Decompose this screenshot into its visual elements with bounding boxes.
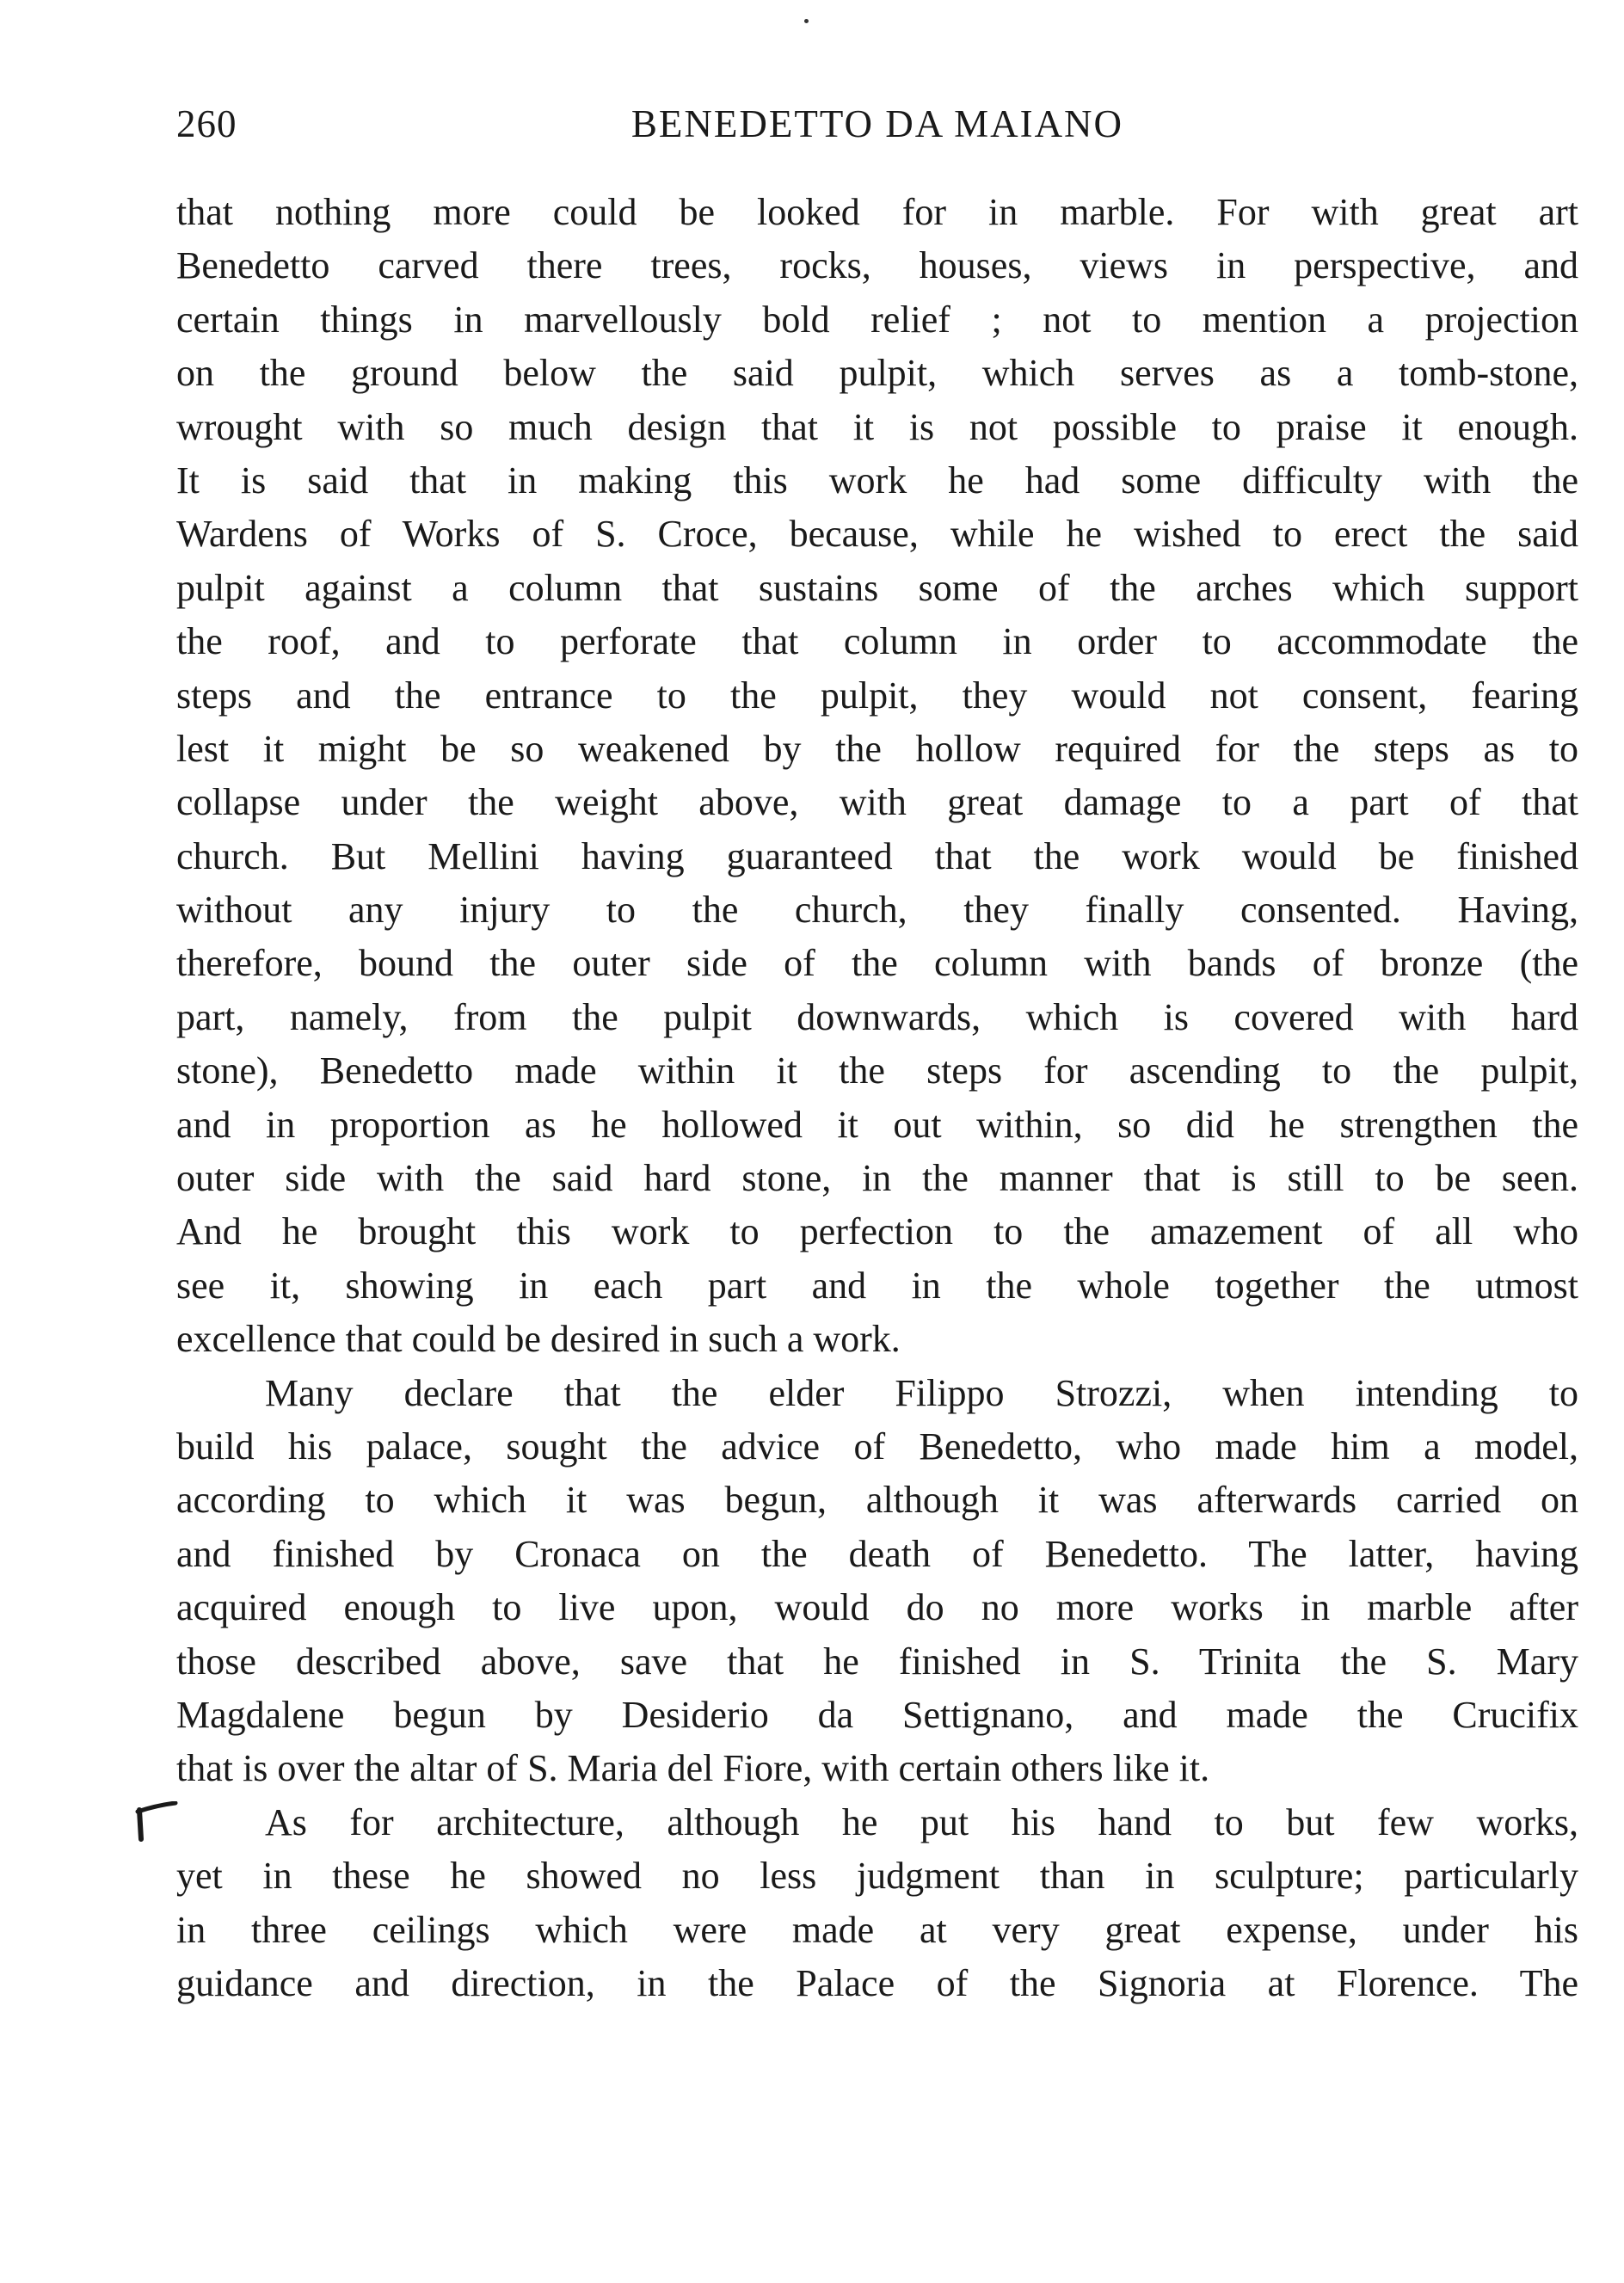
running-head: BENEDETTO DA MAIANO <box>631 102 1124 145</box>
page-header <box>176 102 1578 153</box>
text-line: It is said that in making this work he had some difficulty with the <box>176 458 1578 502</box>
text-line: that is over the altar of S. Maria del Fiore, with certain others like it. <box>176 1747 1210 1790</box>
text-line: And he brought this work to perfection to the amazement of all who <box>176 1210 1578 1253</box>
text-line: Wardens of Works of S. Croce, because, while he wished to erect the said <box>176 513 1578 556</box>
text-line: on the ground below the said pulpit, which serves as a tomb-stone, <box>176 352 1578 395</box>
text-line: collapse under the weight above, with great damage to a part of that <box>176 781 1578 824</box>
text-line: steps and the entrance to the pulpit, they would not consent, fearing <box>176 674 1578 717</box>
text-line: without any injury to the church, they finally consented. Having, <box>176 889 1578 932</box>
text-line: outer side with the said hard stone, in the manner that is still to be seen. <box>176 1157 1578 1200</box>
text-line: and finished by Cronaca on the death of Benedetto. The latter, having <box>176 1532 1578 1575</box>
page-number: 260 <box>176 102 237 145</box>
text-line: lest it might be so weakened by the hollow required for the steps as to <box>176 727 1578 770</box>
text-line: Benedetto carved there trees, rocks, houses, views in perspective, and <box>176 244 1578 287</box>
text-line: those described above, save that he finished in S. Trinita the S. Mary <box>176 1640 1578 1683</box>
text-line: according to which it was begun, although it was afterwards carried on <box>176 1479 1578 1522</box>
body-text <box>176 186 1578 2010</box>
text-line: and in proportion as he hollowed it out within, so did he strengthen the <box>176 1103 1578 1146</box>
printing-speck <box>804 19 809 23</box>
text-line: therefore, bound the outer side of the column with bands of bronze (the <box>176 942 1578 985</box>
text-line: acquired enough to live upon, would do no more works in marble after <box>176 1586 1578 1629</box>
text-line: excellence that could be desired in such a work. <box>176 1318 901 1361</box>
margin-bracket-mark <box>131 1801 182 1844</box>
text-line: the roof, and to perforate that column in order to accommodate the <box>176 620 1578 663</box>
text-line: build his palace, sought the advice of Benedetto, who made him a model, <box>176 1425 1578 1468</box>
text-line: stone), Benedetto made within it the steps for ascending to the pulpit, <box>176 1049 1578 1092</box>
text-line: in three ceilings which were made at very great expense, under his <box>176 1908 1578 1951</box>
text-line: Magdalene begun by Desiderio da Settignano, and made the Crucifix <box>176 1693 1578 1736</box>
text-line: pulpit against a column that sustains some of the arches which support <box>176 566 1578 609</box>
text-line: guidance and direction, in the Palace of the Signoria at Florence. The <box>176 1961 1578 2004</box>
text-line: As for architecture, although he put his hand to but few works, <box>265 1800 1578 1843</box>
text-line: wrought with so much design that it is not possible to praise it enough. <box>176 405 1578 448</box>
text-line: Many declare that the elder Filippo Strozzi, when intending to <box>265 1371 1578 1414</box>
text-line: yet in these he showed no less judgment than in sculpture; particularly <box>176 1855 1578 1898</box>
text-line: certain things in marvellously bold relief ; not to mention a projection <box>176 298 1578 341</box>
text-line: part, namely, from the pulpit downwards, which is covered with hard <box>176 995 1578 1038</box>
text-line: church. But Mellini having guaranteed that the work would be finished <box>176 834 1578 877</box>
text-line: that nothing more could be looked for in marble. For with great art <box>176 191 1578 233</box>
text-line: see it, showing in each part and in the whole together the utmost <box>176 1264 1578 1307</box>
